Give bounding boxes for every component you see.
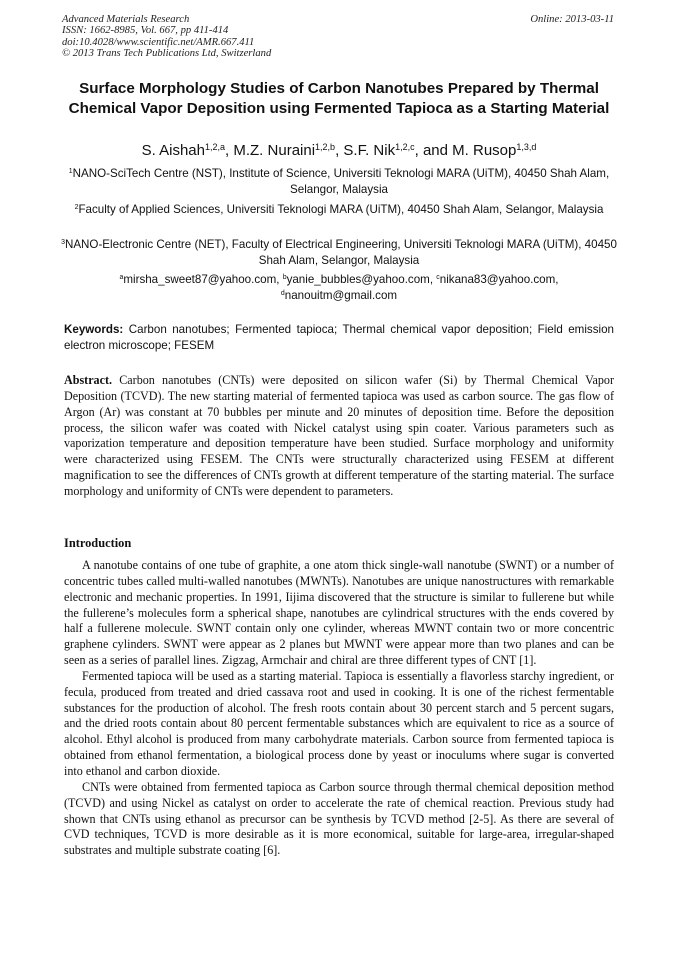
journal-issn: ISSN: 1662-8985, Vol. 667, pp 411-414 [62,25,229,37]
author-name: S.F. Nik [343,142,396,159]
body-paragraph: CNTs were obtained from fermented tapioca as Carbon source through thermal chemical deposition method (TCVD) and using Nickel as catalyst on order to accelerate the rate of chemical reaction. Previous study had shown that CNTs using ethanol as precursor can be synthesis by TCVD method [2-5]. As there are several of CVD techniques, TCVD is more desirable as it is more economical, suitable for large-area, irregular-shaped substrates and multiple substrate coating [6]. [64,779,614,858]
author-separator: , [335,142,344,159]
email-mark: d [280,290,285,298]
keywords [64,322,614,354]
abstract-label: Abstract. [64,373,113,387]
journal-copyright: © 2013 Trans Tech Publications Ltd, Switzerland [62,47,272,59]
author-name: M. Rusop [452,142,517,159]
author-name: M.Z. Nuraini [233,142,316,159]
affiliation-1 [58,166,620,198]
affiliation-text: Faculty of Applied Sciences, Universiti Teknologi MARA (UiTM), 40450 Shah Alam, Selangor, Malaysia [78,203,604,216]
email-mark: c [436,274,440,282]
affiliation-mark: 3 [61,239,65,247]
email-address: mirsha_sweet87@yahoo.com, [123,273,283,286]
email-mark: b [282,274,287,282]
body-paragraph: A nanotube contains of one tube of graphite, a one atom thick single-wall nanotube (SWNT) or a number of concentric tubes called multi-walled nanotubes (MWNTs). Nanotubes are unique nanostructures with remarkable electronic and mechanic properties. In 1991, Iijima discovered that the structure is similar to fullerene but while the fullerene’s molecules form a spherical shape, nanotubes are cylindrical structures with the ends covered by half a fullerene molecule. SWNT contain only one cylinder, whereas MWNT contain two or more concentric graphene cylinders. SWNT were appear as 2 planes but MWNT were appear more than two planes and can be seen as a series of parallel lines. Zigzag, Armchair and chiral are three different types of CNT [1]. [64,558,614,668]
affiliation-3 [58,237,620,269]
author-affiliation-mark: 1,3,d [516,142,537,153]
journal-header [62,14,271,59]
author-separator: , and [414,142,453,159]
author-affiliation-mark: 1,2,a [204,142,226,153]
email-list [58,272,620,304]
email-mark: a [119,274,124,282]
journal-doi: doi:10.4028/www.scientific.net/AMR.667.411 [62,36,255,48]
affiliation-text: NANO-SciTech Centre (NST), Institute of Science, Universiti Teknologi MARA (UiTM), 40450 Shah Alam, Selangor, Malaysia [72,167,610,196]
email-address: nanouitm@gmail.com [284,289,398,302]
author-affiliation-mark: 1,2,c [395,142,415,153]
abstract [64,373,614,500]
journal-name: Advanced Materials Research [62,14,190,25]
paper-title: Surface Morphology Studies of Carbon Nanotubes Prepared by Thermal Chemical Vapor Deposition using Fermented Tapioca as a Starting Material [68,80,610,117]
author-separator: , [225,142,234,159]
affiliation-2 [58,202,620,218]
keywords-text: Carbon nanotubes; Fermented tapioca; Thermal chemical vapor deposition; Field emission electron microscope; FESEM [64,323,614,352]
email-address: yanie_bubbles@yahoo.com, [286,273,437,286]
online-date: Online: 2013-03-11 [530,14,614,25]
abstract-text: Carbon nanotubes (CNTs) were deposited on silicon wafer (Si) by Thermal Chemical Vapor Deposition (TCVD). The new starting material of fermented tapioca was used as carbon source. The gas flow of Argon (Ar) was constant at 70 bubbles per minute and 20 minutes of deposition time. Before the deposition process, the silicon wafer was coated with Nickel catalyst using spin coater. Various parameters such as vaporization temperature and deposition temperature have been studied. Surface morphology and uniformity were characterized using FESEM. The CNTs were structurally characterized using FESEM at different magnification to see the differences of CNTs growth at different temperature of the starting material. The surface morphology and uniformity of CNTs were dependent to parameters. [64,373,614,498]
affiliation-mark: 2 [74,204,79,212]
keywords-label: Keywords: [64,323,124,336]
section-heading-introduction: Introduction [64,536,132,550]
body-paragraph: Fermented tapioca will be used as a starting material. Tapioca is essentially a flavorless starchy ingredient, or fecula, produced from treated and dried cassava root and used in cooking. It is one of the richest fermentable substances for the production of alcohol. The fresh roots contain about 30 percent starch and 5 percent sugars, and the dried roots contain about 80 percent fermentable substances which are equivalent to rice as a source of alcohol. Ethyl alcohol is produced from many carbohydrate materials. Carbon source from fermented tapioca is obtained from ethanol fermentation, a biological process done by yeast or inoculums where sugar is converted into ethanol and carbon dioxide. [64,668,614,778]
email-address: nikana83@yahoo.com, [439,273,559,286]
author-affiliation-mark: 1,2,b [315,142,336,153]
affiliation-text: NANO-Electronic Centre (NET), Faculty of Electrical Engineering, Universiti Teknologi MARA (UiTM), 40450 Shah Alam, Selangor, Malaysia [64,238,617,267]
author-list [52,141,626,161]
affiliation-mark: 1 [68,168,73,176]
author-name: S. Aishah [141,142,205,159]
introduction-body [64,558,614,859]
